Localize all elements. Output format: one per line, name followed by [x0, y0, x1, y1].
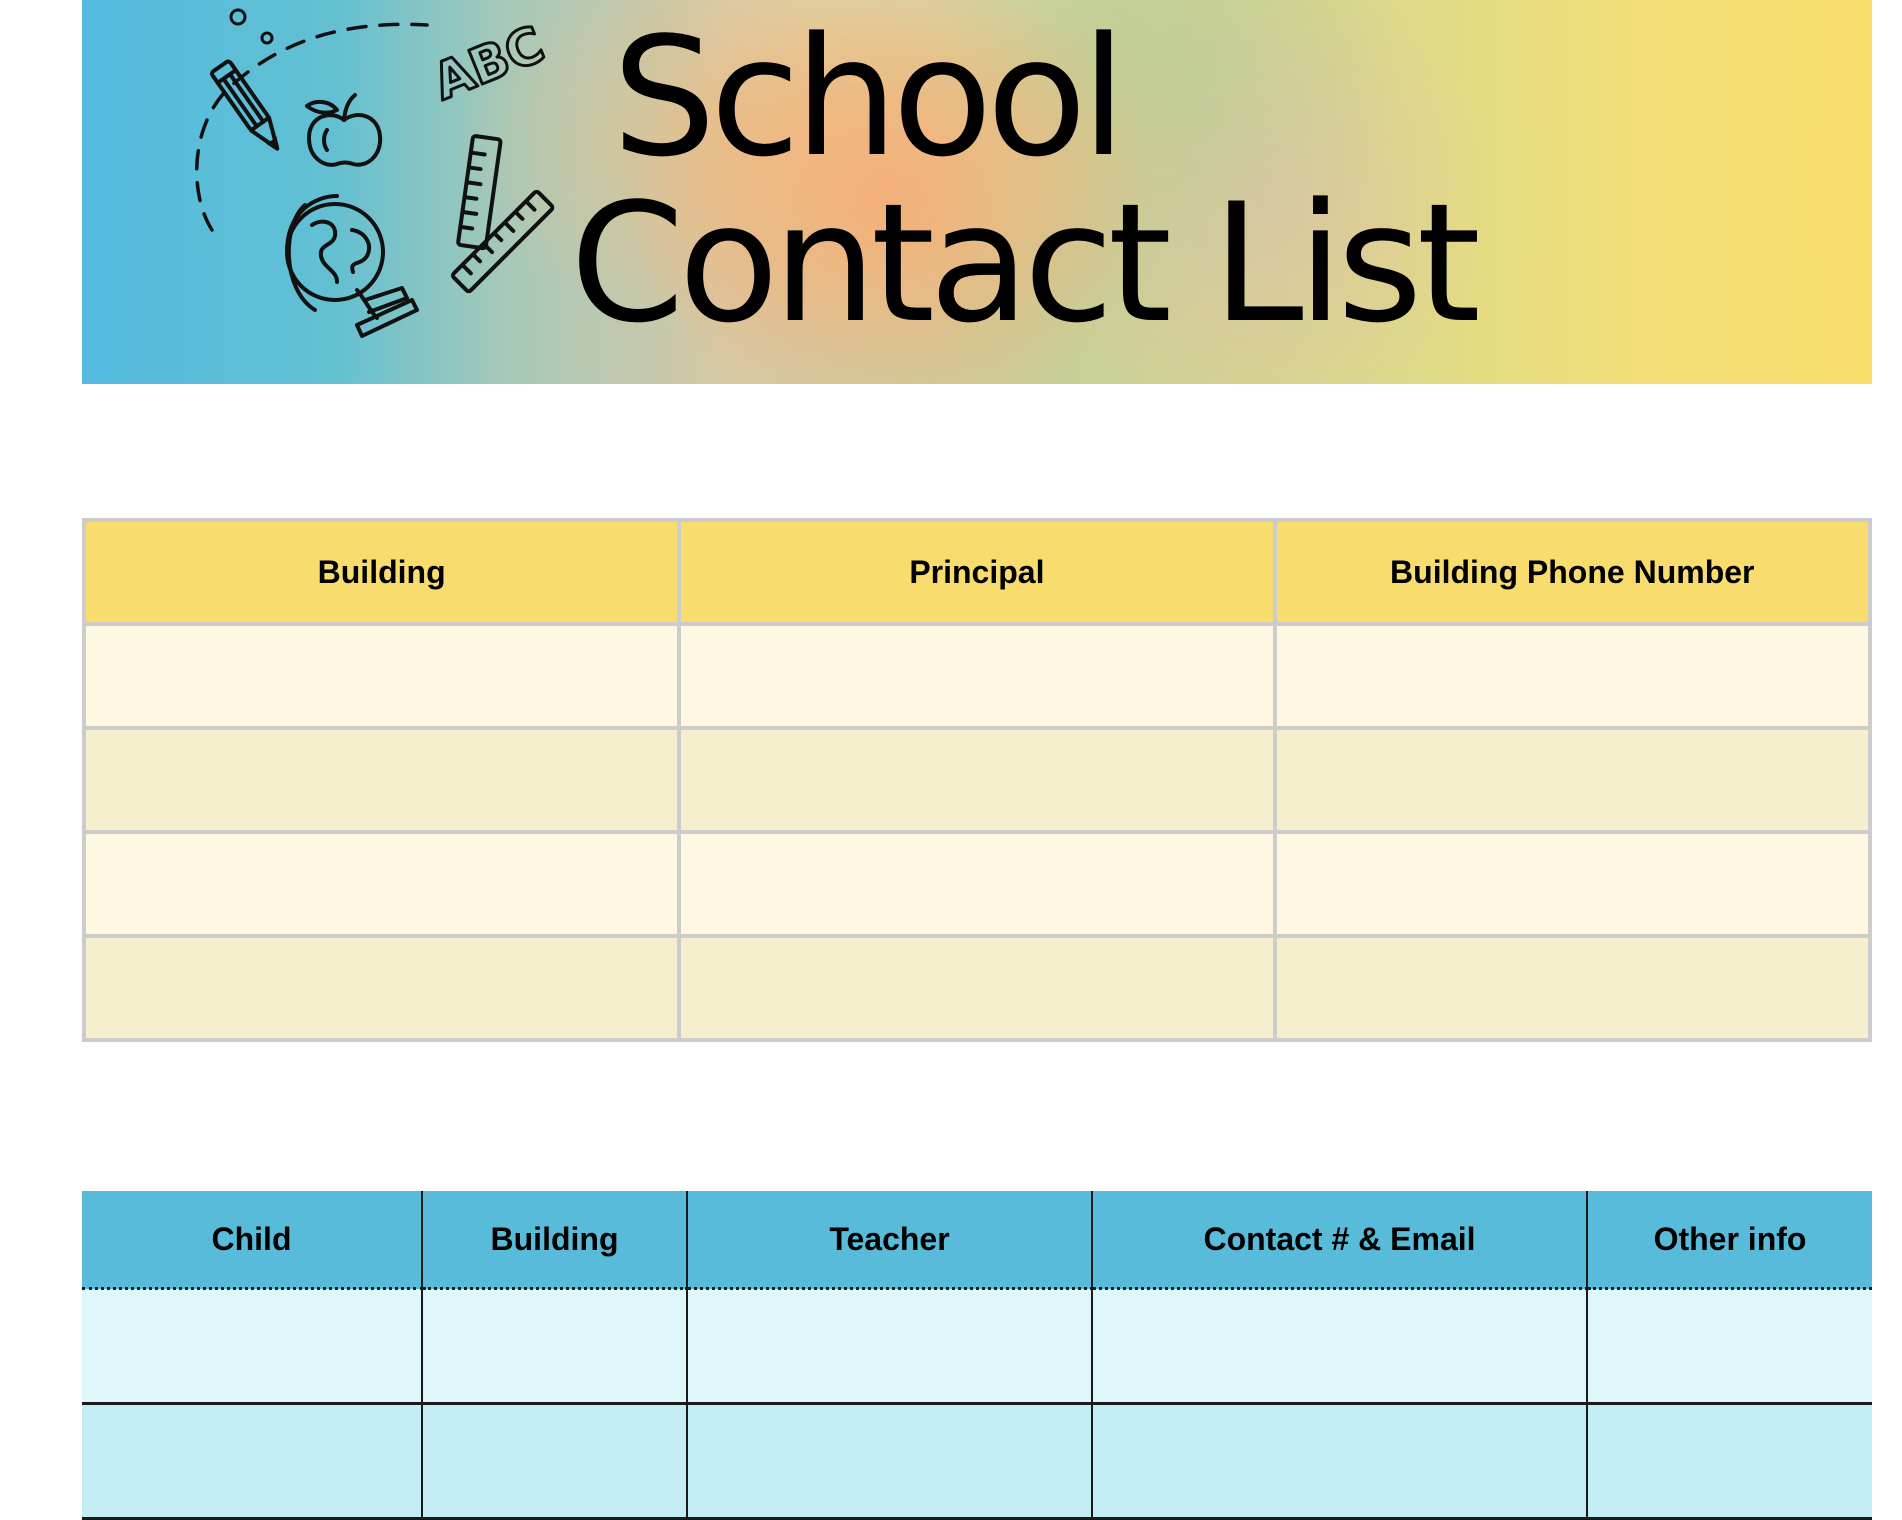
abc-letters-icon: ABC [425, 15, 553, 112]
table-cell[interactable] [1275, 624, 1870, 728]
header-banner [82, 0, 1872, 384]
table-cell[interactable] [679, 624, 1274, 728]
table-cell[interactable] [679, 728, 1274, 832]
building-contact-table [82, 518, 1872, 1042]
table-cell[interactable] [82, 1404, 422, 1519]
table-header-row [82, 1191, 1872, 1289]
column-header-building: Building [422, 1191, 687, 1289]
column-header-building-phone: Building Phone Number [1275, 520, 1870, 624]
table-cell[interactable] [84, 728, 679, 832]
column-header-principal: Principal [679, 520, 1274, 624]
table-cell[interactable] [84, 936, 679, 1040]
table-cell[interactable] [82, 1289, 422, 1404]
title-line-1: School [612, 2, 1121, 193]
column-header-contact-email: Contact # & Email [1092, 1191, 1587, 1289]
table-cell[interactable] [1587, 1289, 1872, 1404]
column-header-child: Child [82, 1191, 422, 1289]
table-cell[interactable] [1275, 936, 1870, 1040]
column-header-teacher: Teacher [687, 1191, 1092, 1289]
table-cell[interactable] [687, 1289, 1092, 1404]
table-cell[interactable] [1275, 832, 1870, 936]
table-cell[interactable] [679, 936, 1274, 1040]
table-cell[interactable] [422, 1404, 687, 1519]
table-header-row [84, 520, 1870, 624]
table-cell[interactable] [84, 624, 679, 728]
table-row [84, 624, 1870, 728]
table-row [82, 1404, 1872, 1519]
table-cell[interactable] [1587, 1404, 1872, 1519]
child-contact-table [82, 1191, 1872, 1520]
page-title [82, 0, 1872, 384]
table-cell[interactable] [84, 832, 679, 936]
table-cell[interactable] [687, 1404, 1092, 1519]
table-cell[interactable] [679, 832, 1274, 936]
table-row [84, 728, 1870, 832]
title-line-2: Contact List [570, 168, 1475, 359]
table-cell[interactable] [1092, 1289, 1587, 1404]
table-cell[interactable] [1275, 728, 1870, 832]
table-row [82, 1289, 1872, 1404]
table-cell[interactable] [1092, 1404, 1587, 1519]
table-row [84, 832, 1870, 936]
table-cell[interactable] [422, 1289, 687, 1404]
table-row [84, 936, 1870, 1040]
column-header-building: Building [84, 520, 679, 624]
column-header-other-info: Other info [1587, 1191, 1872, 1289]
